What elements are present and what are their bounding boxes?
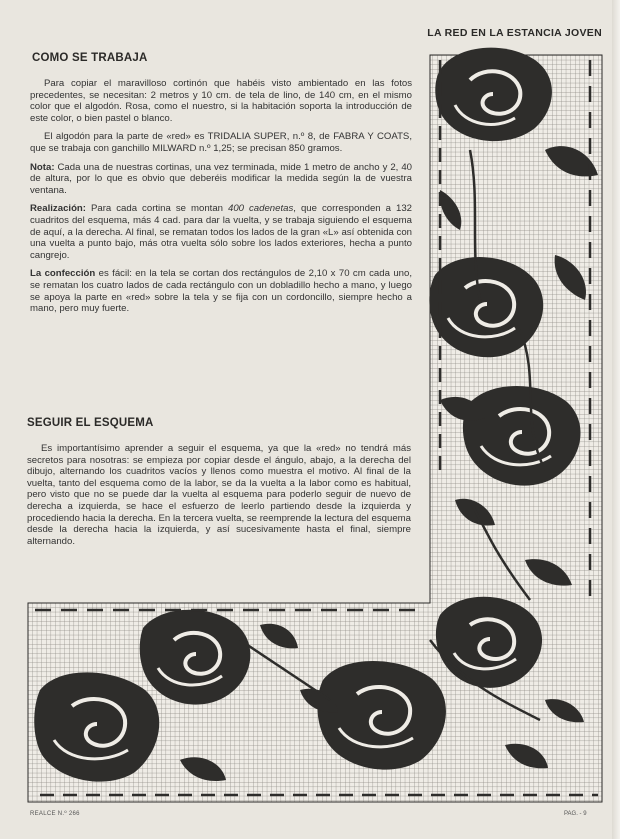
note-text: Cada una de nuestras cortinas, una vez terminada, mide 1 metro de ancho y 2, 40 de altura, por lo que es obvio que deberéis modificar la medida según la de vuestra ventana. <box>30 161 412 196</box>
section-title-seguir-el-esquema: SEGUIR EL ESQUEMA <box>27 417 154 429</box>
confection-label: La confección <box>30 268 96 280</box>
realization-text-a: Para cada cortina se montan <box>85 203 228 215</box>
realization-label: Realización: <box>30 203 86 215</box>
confection-text: es fácil: en la tela se cortan dos rectángulos de 2,10 x 70 cm cada uno, se rematan los cuatro lados de cada rectángulo con un dobladillo hecho a mano, y luego se apoya la parte en «red» sobre la tela y se fija con un cordoncillo, siempre hecho a mano, pero muy fuerte. <box>30 268 412 315</box>
section-title-como-se-trabaja: COMO SE TRABAJA <box>32 52 148 64</box>
realization-emphasis: 400 cadenetas <box>228 203 294 215</box>
rose-icon <box>435 48 552 141</box>
page-number: PAG. - 9 <box>564 811 587 817</box>
rose-icon <box>34 672 159 781</box>
magazine-issue: REALCE N.º 266 <box>30 811 80 817</box>
yarn-paragraph: El algodón para la parte de «red» es TRIDALIA SUPER, n.º 8, de FABRA Y COATS, que se trabaja con ganchillo MILWARD n.º 1,25; se precisan 850 gramos. <box>30 131 412 154</box>
follow-chart-paragraph: Es importantísimo aprender a seguir el esquema, ya que la «red» no tendrá más secretos para nosotras: se empieza por copiar desde el ángulo, abajo, a la derecha del dibujo, alternando los cuadritos vacíos y llenos como muestra el motivo. Al final de la vuelta, tanto del esquema como de la labor, se da la vuelta a la labor como es habitual, pero visto que no se puede dar la vuelta al esquema para poderlo seguir de nuevo de derecha a izquierda, se hace el esfuerzo de leerlo partiendo desde la izquierda y procediendo hacia la derecha. En la tercera vuelta, se reemprende la lectura del esquema desde la derecha hacia la izquierda, y así sucesivamente hasta el final, siempre alternando. <box>27 443 411 547</box>
note-label: Nota: <box>30 161 55 173</box>
materials-paragraph: Para copiar el maravilloso cortinón que habéis visto ambientado en las fotos precedentes, se necesitan: 2 metros y 10 cm. de tela de lino, de 140 cm, en el mismo color que el algodón. Rosa, como el nuestro, si la habitación soporta la introducción de este color, o bien pastel o blanco. <box>30 78 412 124</box>
running-title: LA RED EN LA ESTANCIA JOVEN <box>427 27 602 39</box>
realization-text-b: , que corresponden a 132 cuadritos del esquema, más 4 cad. para dar la vuelta, y se trabaja siguiendo el esquema de aquí, a la derecha. Al final, se rematan todos los lados de la gran «L» así obtenida con una vuelta a punto bajo, más otra vuelta sólo sobre los lados exteriores, hecha a punto cangrejo. <box>30 203 412 261</box>
